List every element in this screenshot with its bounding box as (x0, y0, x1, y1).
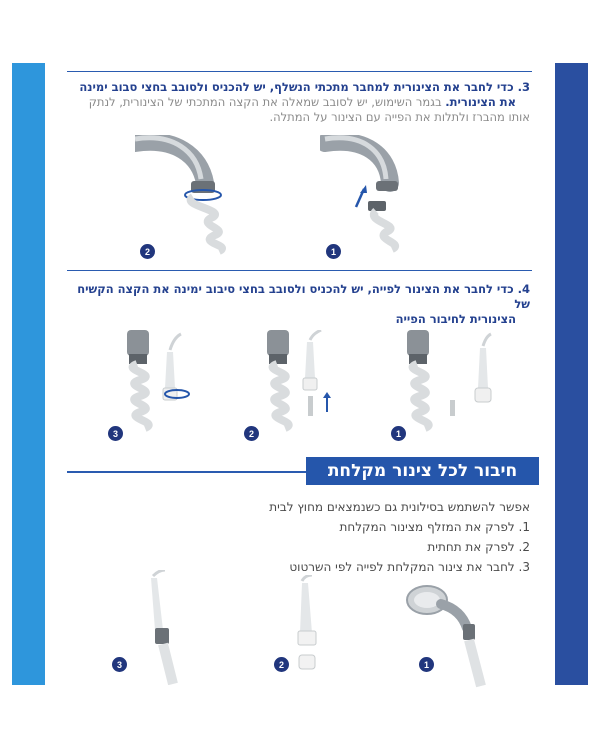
step3-title-line2: את הצינורית. (445, 95, 516, 109)
step3-desc-line2: אותו מהברז ולתלות את הפייה עם הצינור על המתלה. (269, 110, 530, 124)
step3-title (60, 80, 530, 95)
top-divider (67, 71, 532, 72)
intro-item-3: 3. לחבר את צינור המקלחת לפייה לפי השרטוט (289, 560, 530, 574)
step4-illustration-2 (255, 330, 345, 445)
intro-item-2: 2. לפרק את תחתית (427, 540, 530, 554)
step4-badge-3: 3 (108, 426, 123, 441)
step4-badge-1: 1 (391, 426, 406, 441)
step4-illustration-1 (395, 330, 495, 445)
step4-title (60, 282, 530, 312)
step4-badge-2: 2 (244, 426, 259, 441)
step3-number: 3. (517, 80, 530, 94)
left-blue-bar (12, 63, 45, 685)
step4-illustration-3 (115, 330, 205, 445)
heading-rule (67, 471, 307, 473)
intro-item-1: 1. לפרק את המזלף מצינור המקלחת (339, 520, 530, 534)
bottom-illustration-3 (145, 570, 195, 685)
step4-title-line1: כדי לחבר את הצינור לפייה, יש להכניס ולסובב בחצי סיבוב ימינה את הקצה הקשיח של (77, 282, 530, 311)
bottom-badge-1: 1 (419, 657, 434, 672)
intro-text (110, 497, 530, 577)
step4-text (60, 282, 530, 327)
step3-desc-line1: בגמר השימוש, יש לסובב שמאלה את הקצה המתכתי של הצינורית, לנתק (88, 95, 442, 109)
bottom-illustration-2 (290, 575, 330, 675)
step3-text (60, 80, 530, 125)
step3-title-line1: כדי לחבר את הצינורית למחבר מתכתי הנשלף, יש להכניס ולסובב בחצי סבוב ימינה (79, 80, 514, 94)
bottom-illustration-1 (405, 578, 495, 688)
section-heading: חיבור לכל צינור מקלחת (306, 457, 539, 485)
step4-number: 4. (517, 282, 530, 296)
middle-divider (67, 270, 532, 271)
step3-badge-1: 1 (326, 244, 341, 259)
bottom-badge-3: 3 (112, 657, 127, 672)
right-blue-bar (555, 63, 588, 685)
bottom-badge-2: 2 (274, 657, 289, 672)
step4-title-line2: הצינורית לחיבור הפייה (395, 312, 516, 326)
intro-line: אפשר להשתמש בסילונית גם כשנמצאים מחוץ לבית (269, 500, 530, 514)
step3-badge-2: 2 (140, 244, 155, 259)
step3-desc (60, 95, 530, 110)
